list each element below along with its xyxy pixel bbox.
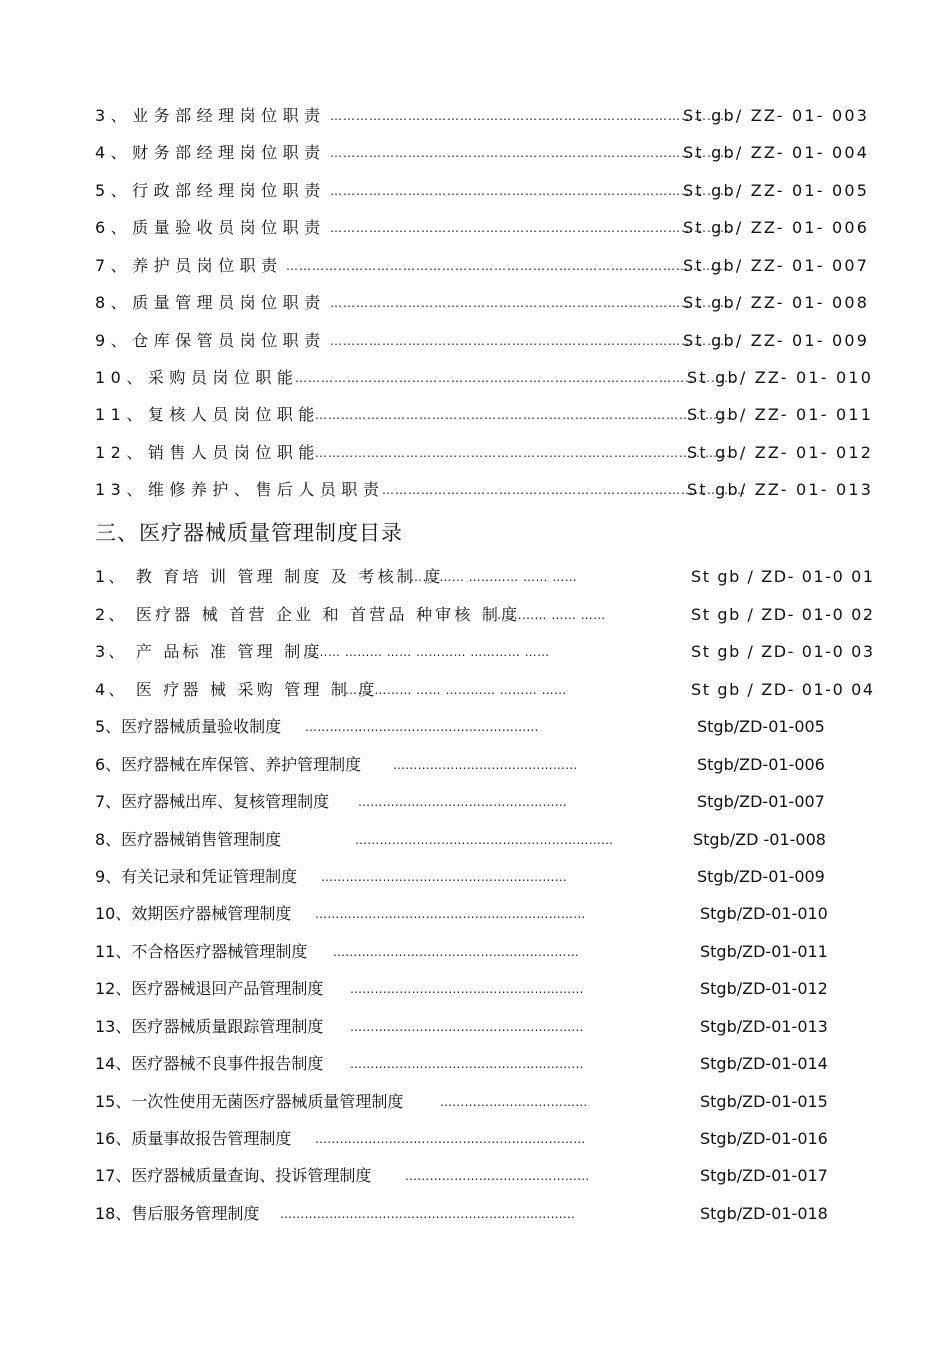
toc-entry-title: 13、维修养护、售后人员职责 xyxy=(95,480,385,499)
section-heading: 三、医疗器械质量管理制度目录 xyxy=(95,521,403,545)
toc-entry-code: St gb / ZD- 01-0 03 xyxy=(691,642,875,661)
toc-entry-title: 12、医疗器械退回产品管理制度 xyxy=(95,979,324,998)
toc-entry-title: 6、医疗器械在库保管、养护管理制度 xyxy=(95,755,362,774)
toc-entry-code: Stgb/ZD-01-011 xyxy=(700,942,828,961)
toc-entry-title: 2、 医疗器 械 首营 企业 和 首营品 种审核 制度 xyxy=(95,605,521,624)
toc-entry-code: St gb/ ZZ- 01- 012 xyxy=(687,443,874,462)
toc-leader-dots: ……………………………………… xyxy=(405,1169,590,1183)
toc-entry-title: 3、 产 品标 准 管理 制度 xyxy=(95,642,323,661)
toc-entry-code: St gb/ ZZ- 01- 006 xyxy=(683,218,870,237)
toc-leader-dots: ………………………………………………………………………………… xyxy=(330,109,733,123)
toc-leader-dots: ………………………………………………………………………………… xyxy=(330,146,733,160)
toc-entry-code: St gb/ ZZ- 01- 011 xyxy=(687,405,874,424)
toc-leader-dots: ………………………………………………………………………… xyxy=(382,483,746,497)
toc-entry-title: 6、质量验收员岗位职责 xyxy=(95,218,326,237)
toc-entry-code: St gb/ ZZ- 01- 008 xyxy=(683,293,870,312)
toc-leader-dots: ………………………………………………… xyxy=(350,1020,584,1034)
toc-leader-dots: …………………………………………………………………………………… xyxy=(315,446,731,460)
toc-entry-title: 4、财务部经理岗位职责 xyxy=(95,143,326,162)
toc-leader-dots: …………………………………………………… xyxy=(333,945,579,959)
toc-entry-code: St gb/ ZZ- 01- 007 xyxy=(683,256,870,275)
toc-entry-code: St gb/ ZZ- 01- 005 xyxy=(683,181,870,200)
toc-entry-code: St gb/ ZZ- 01- 004 xyxy=(683,143,870,162)
toc-entry-code: Stgb/ZD-01-009 xyxy=(697,867,825,886)
toc-leader-dots: …… …… ………… …… …… xyxy=(410,570,578,584)
toc-entry-title: 9、有关记录和凭证管理制度 xyxy=(95,867,298,886)
toc-entry-title: 8、质量管理员岗位职责 xyxy=(95,293,326,312)
toc-leader-dots: …… ……… …… ………… ……… …… xyxy=(345,683,567,697)
toc-leader-dots: …………………………………………………………………………………… xyxy=(315,408,731,422)
toc-entry-title: 17、医疗器械质量查询、投诉管理制度 xyxy=(95,1166,372,1185)
toc-leader-dots: …………………………………………………… xyxy=(321,870,567,884)
toc-entry-title: 5、医疗器械质量验收制度 xyxy=(95,717,282,736)
toc-entry-title: 7、养护员岗位职责 xyxy=(95,256,283,275)
toc-entry-code: Stgb/ZD-01-010 xyxy=(700,904,828,923)
toc-entry-title: 4、 医 疗器 械 采购 管理 制 度 xyxy=(95,680,378,699)
toc-entry-title: 16、质量事故报告管理制度 xyxy=(95,1129,292,1148)
toc-entry-code: Stgb/ZD-01-005 xyxy=(697,717,825,736)
toc-leader-dots: ………………………………………………………………………………… xyxy=(330,184,733,198)
toc-leader-dots: ………………………………………………………………………………………… xyxy=(286,259,728,273)
toc-leader-dots: …………………………………………… xyxy=(358,795,568,809)
toc-leader-dots: ………………………………………………………… xyxy=(315,1132,586,1146)
toc-entry-title: 10、效期医疗器械管理制度 xyxy=(95,904,292,923)
toc-leader-dots: ………………………………………………………… xyxy=(315,907,586,921)
toc-entry-code: St gb/ ZZ- 01- 013 xyxy=(687,480,874,499)
toc-entry-code: Stgb/ZD-01-016 xyxy=(700,1129,828,1148)
toc-entry-code: St gb/ ZZ- 01- 010 xyxy=(687,368,874,387)
toc-leader-dots: ………… …… …… xyxy=(497,608,606,622)
toc-leader-dots: ……………………………………………………… xyxy=(355,833,614,847)
toc-entry-title: 13、医疗器械质量跟踪管理制度 xyxy=(95,1017,324,1036)
toc-entry-title: 1、 教 育培 训 管理 制度 及 考核制 度 xyxy=(95,567,444,586)
toc-entry-title: 18、售后服务管理制度 xyxy=(95,1204,260,1223)
toc-entry-code: St gb/ ZZ- 01- 003 xyxy=(683,106,870,125)
toc-leader-dots: ……………………………… xyxy=(440,1095,588,1109)
toc-entry-title: 11、不合格医疗器械管理制度 xyxy=(95,942,308,961)
toc-entry-title: 7、医疗器械出库、复核管理制度 xyxy=(95,792,330,811)
toc-leader-dots: ………………………………………………… xyxy=(350,982,584,996)
toc-entry-title: 9、仓库保管员岗位职责 xyxy=(95,331,326,350)
toc-entry-code: Stgb/ZD-01-015 xyxy=(700,1092,828,1111)
toc-leader-dots: ……… ……… …… ………… ………… …… xyxy=(303,645,550,659)
toc-entry-code: Stgb/ZD-01-006 xyxy=(697,755,825,774)
toc-entry-title: 11、复核人员岗位职能 xyxy=(95,405,320,424)
toc-leader-dots: ………………………………………………… xyxy=(305,720,539,734)
toc-entry-code: Stgb/ZD-01-007 xyxy=(697,792,825,811)
toc-entry-code: St gb / ZD- 01-0 04 xyxy=(691,680,875,699)
toc-entry-code: Stgb/ZD-01-013 xyxy=(700,1017,828,1036)
toc-entry-code: Stgb/ZD -01-008 xyxy=(693,830,826,849)
toc-entry-code: St gb / ZD- 01-0 01 xyxy=(691,567,875,586)
toc-entry-title: 8、医疗器械销售管理制度 xyxy=(95,830,282,849)
toc-entry-code: St gb / ZD- 01-0 02 xyxy=(691,605,875,624)
toc-leader-dots: ………………………………………………………………………………… xyxy=(330,296,733,310)
toc-leader-dots: ………………………………………………………………………………………… xyxy=(295,371,737,385)
toc-entry-title: 3、业务部经理岗位职责 xyxy=(95,106,326,125)
toc-entry-code: Stgb/ZD-01-012 xyxy=(700,979,828,998)
toc-entry-title: 5、行政部经理岗位职责 xyxy=(95,181,326,200)
toc-leader-dots: ………………………………………………………………………………… xyxy=(330,334,733,348)
toc-leader-dots: ……………………………………… xyxy=(393,758,578,772)
toc-entry-title: 10、采购员岗位职能 xyxy=(95,368,299,387)
toc-leader-dots: ………………………………………………… xyxy=(350,1057,584,1071)
toc-entry-title: 14、医疗器械不良事件报告制度 xyxy=(95,1054,324,1073)
toc-entry-title: 15、一次性使用无菌医疗器械质量管理制度 xyxy=(95,1092,404,1111)
toc-entry-code: Stgb/ZD-01-014 xyxy=(700,1054,828,1073)
toc-leader-dots: ………………………………………………………………………………… xyxy=(330,221,733,235)
toc-entry-code: Stgb/ZD-01-017 xyxy=(700,1166,828,1185)
toc-leader-dots: ……………………………………………………………… xyxy=(280,1207,576,1221)
toc-entry-code: Stgb/ZD-01-018 xyxy=(700,1204,828,1223)
toc-entry-title: 12、销售人员岗位职能 xyxy=(95,443,320,462)
toc-entry-code: St gb/ ZZ- 01- 009 xyxy=(683,331,870,350)
